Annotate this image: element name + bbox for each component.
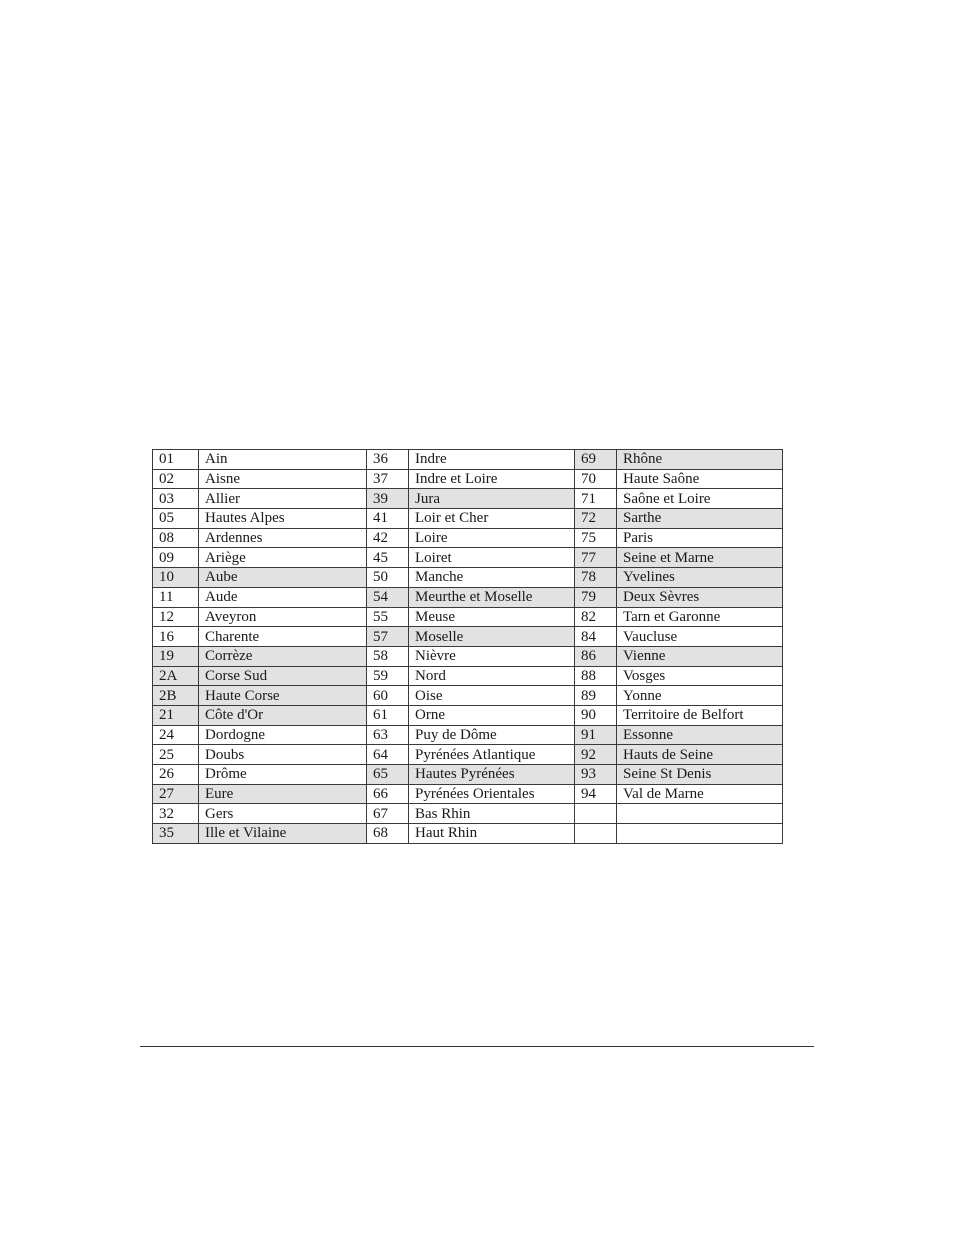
- department-code-cell: 21: [153, 705, 199, 725]
- footnote-separator-line: [140, 1046, 814, 1047]
- department-code-cell: [575, 804, 617, 824]
- department-name-cell: Yonne: [617, 686, 783, 706]
- department-code-cell: [575, 824, 617, 844]
- department-code-cell: 75: [575, 528, 617, 548]
- table-row: [153, 725, 783, 745]
- department-name-cell: Sarthe: [617, 509, 783, 529]
- department-code-cell: 78: [575, 568, 617, 588]
- department-code-cell: 71: [575, 489, 617, 509]
- department-code-cell: 94: [575, 784, 617, 804]
- department-code-cell: 42: [367, 528, 409, 548]
- department-name-cell: Indre et Loire: [409, 469, 575, 489]
- department-name-cell: Côte d'Or: [199, 705, 367, 725]
- department-name-cell: Meuse: [409, 607, 575, 627]
- department-code-cell: 27: [153, 784, 199, 804]
- department-code-cell: 16: [153, 627, 199, 647]
- department-name-cell: Aveyron: [199, 607, 367, 627]
- department-name-cell: Ille et Vilaine: [199, 824, 367, 844]
- department-code-cell: 79: [575, 587, 617, 607]
- department-code-cell: 37: [367, 469, 409, 489]
- department-name-cell: Dordogne: [199, 725, 367, 745]
- department-code-cell: 68: [367, 824, 409, 844]
- department-name-cell: Eure: [199, 784, 367, 804]
- table-row: [153, 489, 783, 509]
- table-row: [153, 627, 783, 647]
- department-name-cell: Meurthe et Moselle: [409, 587, 575, 607]
- department-name-cell: Puy de Dôme: [409, 725, 575, 745]
- table-row: [153, 824, 783, 844]
- department-name-cell: Doubs: [199, 745, 367, 765]
- department-name-cell: Nord: [409, 666, 575, 686]
- table-row: [153, 607, 783, 627]
- department-name-cell: Jura: [409, 489, 575, 509]
- department-code-cell: 03: [153, 489, 199, 509]
- department-code-cell: 45: [367, 548, 409, 568]
- department-code-cell: 60: [367, 686, 409, 706]
- departments-table-body: [153, 450, 783, 844]
- department-name-cell: Haute Corse: [199, 686, 367, 706]
- department-name-cell: Aude: [199, 587, 367, 607]
- department-name-cell: Val de Marne: [617, 784, 783, 804]
- department-code-cell: 11: [153, 587, 199, 607]
- table-row: [153, 548, 783, 568]
- department-code-cell: 84: [575, 627, 617, 647]
- department-code-cell: 91: [575, 725, 617, 745]
- table-row: [153, 646, 783, 666]
- department-name-cell: Nièvre: [409, 646, 575, 666]
- table-row: [153, 804, 783, 824]
- department-name-cell: Gers: [199, 804, 367, 824]
- department-code-cell: 89: [575, 686, 617, 706]
- table-row: [153, 568, 783, 588]
- department-name-cell: Allier: [199, 489, 367, 509]
- department-name-cell: Seine et Marne: [617, 548, 783, 568]
- department-code-cell: 2A: [153, 666, 199, 686]
- department-name-cell: Aube: [199, 568, 367, 588]
- department-name-cell: [617, 824, 783, 844]
- department-code-cell: 61: [367, 705, 409, 725]
- department-code-cell: 66: [367, 784, 409, 804]
- department-name-cell: Hauts de Seine: [617, 745, 783, 765]
- department-code-cell: 69: [575, 450, 617, 470]
- department-code-cell: 50: [367, 568, 409, 588]
- department-code-cell: 12: [153, 607, 199, 627]
- department-code-cell: 01: [153, 450, 199, 470]
- department-code-cell: 82: [575, 607, 617, 627]
- department-code-cell: 59: [367, 666, 409, 686]
- department-code-cell: 09: [153, 548, 199, 568]
- department-name-cell: Ain: [199, 450, 367, 470]
- department-name-cell: Pyrénées Atlantique: [409, 745, 575, 765]
- department-code-cell: 2B: [153, 686, 199, 706]
- department-name-cell: Territoire de Belfort: [617, 705, 783, 725]
- department-code-cell: 26: [153, 765, 199, 785]
- department-name-cell: Oise: [409, 686, 575, 706]
- department-name-cell: Ariège: [199, 548, 367, 568]
- department-name-cell: Aisne: [199, 469, 367, 489]
- department-name-cell: Bas Rhin: [409, 804, 575, 824]
- department-code-cell: 54: [367, 587, 409, 607]
- table-row: [153, 686, 783, 706]
- department-name-cell: Loir et Cher: [409, 509, 575, 529]
- table-row: [153, 509, 783, 529]
- department-code-cell: 67: [367, 804, 409, 824]
- departments-table: [152, 449, 783, 844]
- department-code-cell: 90: [575, 705, 617, 725]
- department-name-cell: Vienne: [617, 646, 783, 666]
- table-row: [153, 469, 783, 489]
- department-code-cell: 72: [575, 509, 617, 529]
- department-name-cell: Saône et Loire: [617, 489, 783, 509]
- department-name-cell: Vaucluse: [617, 627, 783, 647]
- department-code-cell: 02: [153, 469, 199, 489]
- department-code-cell: 63: [367, 725, 409, 745]
- department-code-cell: 55: [367, 607, 409, 627]
- department-name-cell: Deux Sèvres: [617, 587, 783, 607]
- department-name-cell: Yvelines: [617, 568, 783, 588]
- department-name-cell: Hautes Pyrénées: [409, 765, 575, 785]
- department-code-cell: 41: [367, 509, 409, 529]
- table-row: [153, 587, 783, 607]
- department-code-cell: 86: [575, 646, 617, 666]
- table-row: [153, 666, 783, 686]
- department-name-cell: Charente: [199, 627, 367, 647]
- department-name-cell: Haut Rhin: [409, 824, 575, 844]
- department-name-cell: Pyrénées Orientales: [409, 784, 575, 804]
- department-code-cell: 39: [367, 489, 409, 509]
- department-name-cell: Moselle: [409, 627, 575, 647]
- department-code-cell: 88: [575, 666, 617, 686]
- department-name-cell: Haute Saône: [617, 469, 783, 489]
- department-code-cell: 58: [367, 646, 409, 666]
- department-code-cell: 19: [153, 646, 199, 666]
- department-code-cell: 77: [575, 548, 617, 568]
- department-code-cell: 36: [367, 450, 409, 470]
- table-row: [153, 528, 783, 548]
- department-code-cell: 70: [575, 469, 617, 489]
- department-name-cell: Seine St Denis: [617, 765, 783, 785]
- department-code-cell: 08: [153, 528, 199, 548]
- table-row: [153, 765, 783, 785]
- department-name-cell: Hautes Alpes: [199, 509, 367, 529]
- department-name-cell: Paris: [617, 528, 783, 548]
- department-code-cell: 64: [367, 745, 409, 765]
- department-name-cell: [617, 804, 783, 824]
- department-name-cell: Corse Sud: [199, 666, 367, 686]
- table-row: [153, 450, 783, 470]
- department-name-cell: Vosges: [617, 666, 783, 686]
- department-name-cell: Loire: [409, 528, 575, 548]
- department-code-cell: 10: [153, 568, 199, 588]
- department-name-cell: Manche: [409, 568, 575, 588]
- department-code-cell: 57: [367, 627, 409, 647]
- department-name-cell: Indre: [409, 450, 575, 470]
- table-row: [153, 705, 783, 725]
- department-name-cell: Ardennes: [199, 528, 367, 548]
- department-code-cell: 92: [575, 745, 617, 765]
- department-code-cell: 65: [367, 765, 409, 785]
- department-name-cell: Loiret: [409, 548, 575, 568]
- department-code-cell: 35: [153, 824, 199, 844]
- department-name-cell: Corrèze: [199, 646, 367, 666]
- table-row: [153, 745, 783, 765]
- department-name-cell: Drôme: [199, 765, 367, 785]
- department-code-cell: 93: [575, 765, 617, 785]
- department-code-cell: 25: [153, 745, 199, 765]
- department-code-cell: 24: [153, 725, 199, 745]
- department-code-cell: 05: [153, 509, 199, 529]
- department-name-cell: Orne: [409, 705, 575, 725]
- department-name-cell: Rhône: [617, 450, 783, 470]
- department-code-cell: 32: [153, 804, 199, 824]
- department-name-cell: Essonne: [617, 725, 783, 745]
- department-name-cell: Tarn et Garonne: [617, 607, 783, 627]
- table-row: [153, 784, 783, 804]
